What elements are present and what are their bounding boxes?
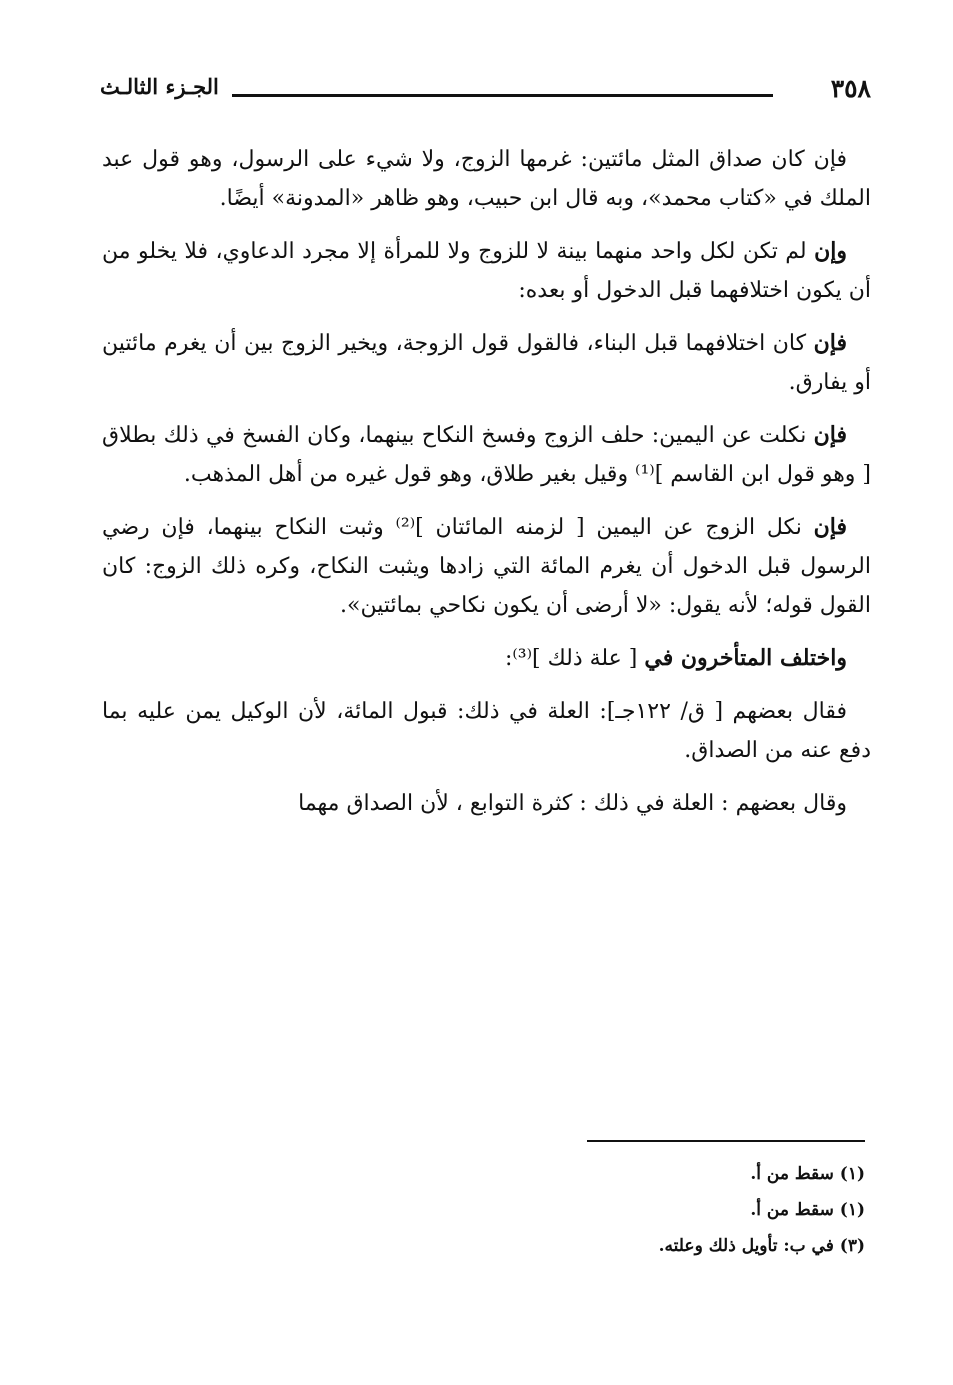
paragraph xyxy=(102,508,871,625)
paragraph xyxy=(102,324,871,402)
paragraph-text: لم تكن لكل واحد منهما بينة لا للزوج ولا للمرأة إلا مجرد الدعاوي، فلا يخلو من أن يكون اختلافهما قبل الدخول أو بعده: xyxy=(102,239,871,303)
paragraph-text: نكلت عن اليمين: حلف الزوج وفسخ النكاح بينهما، وكان الفسخ في ذلك بطلاق [ وهو قول ابن القاسم ]⁽¹⁾ وقيل بغير طلاق، وهو قول غيره من أهل المذهب. xyxy=(102,423,871,487)
body-text xyxy=(102,140,871,837)
paragraph-text: نكل الزوج عن اليمين [ لزمنه المائتان ]⁽²⁾ وثبت النكاح بينهما، فإن رضي الرسول قبل الدخول أن يغرم المائة التي زادها ويثبت النكاح، وكره ذلك الزوج: كان القول قوله؛ لأنه يقول: «لا أرضى أن يكون نكاحي بمائتين». xyxy=(102,515,871,618)
footnotes xyxy=(300,1156,865,1264)
paragraph-lead: واختلف المتأخرون في xyxy=(644,645,847,671)
paragraph-lead: فإن xyxy=(813,514,847,540)
page-number: ٣٥٨ xyxy=(830,74,871,103)
paragraph xyxy=(102,784,871,823)
paragraph-text: فقال بعضهم [ ق/ ١٢٢جـ]: العلة في ذلك: قبول المائة، لأن الوكيل يمن عليه بما دفع عنه من الصداق. xyxy=(102,699,871,763)
paragraph-text: وقال بعضهم : العلة في ذلك : كثرة التوابع ، لأن الصداق مهما xyxy=(298,791,847,816)
paragraph-lead: وإن xyxy=(814,238,847,264)
footnote: (١) سقط من أ. xyxy=(750,1164,865,1184)
paragraph-text: [ علة ذلك ]⁽³⁾: xyxy=(504,646,645,671)
running-title: الجـزء الثالـث xyxy=(100,74,219,99)
footnote-rule xyxy=(587,1140,865,1142)
paragraph xyxy=(102,639,871,678)
footnote: (٣) في ب: تأويل ذلك وعلته. xyxy=(658,1236,865,1256)
footnote: (١) سقط من أ. xyxy=(750,1200,865,1220)
paragraph xyxy=(102,416,871,494)
paragraph xyxy=(102,692,871,770)
paragraph-lead: فإن xyxy=(813,422,847,448)
header-rule xyxy=(232,94,773,97)
paragraph xyxy=(102,140,871,218)
paragraph-text: كان اختلافهما قبل البناء، فالقول قول الزوجة، ويخير الزوج بين أن يغرم مائتين أو يفارق. xyxy=(102,331,871,395)
paragraph xyxy=(102,232,871,310)
page-header xyxy=(100,74,871,114)
paragraph-lead: فإن xyxy=(813,330,847,356)
paragraph-text: فإن كان صداق المثل مائتين: غرمها الزوج، ولا شيء على الرسول، وهو قول عبد الملك في «كتاب محمد»، وبه قال ابن حبيب، وهو ظاهر «المدونة» أيضًا. xyxy=(102,147,871,211)
